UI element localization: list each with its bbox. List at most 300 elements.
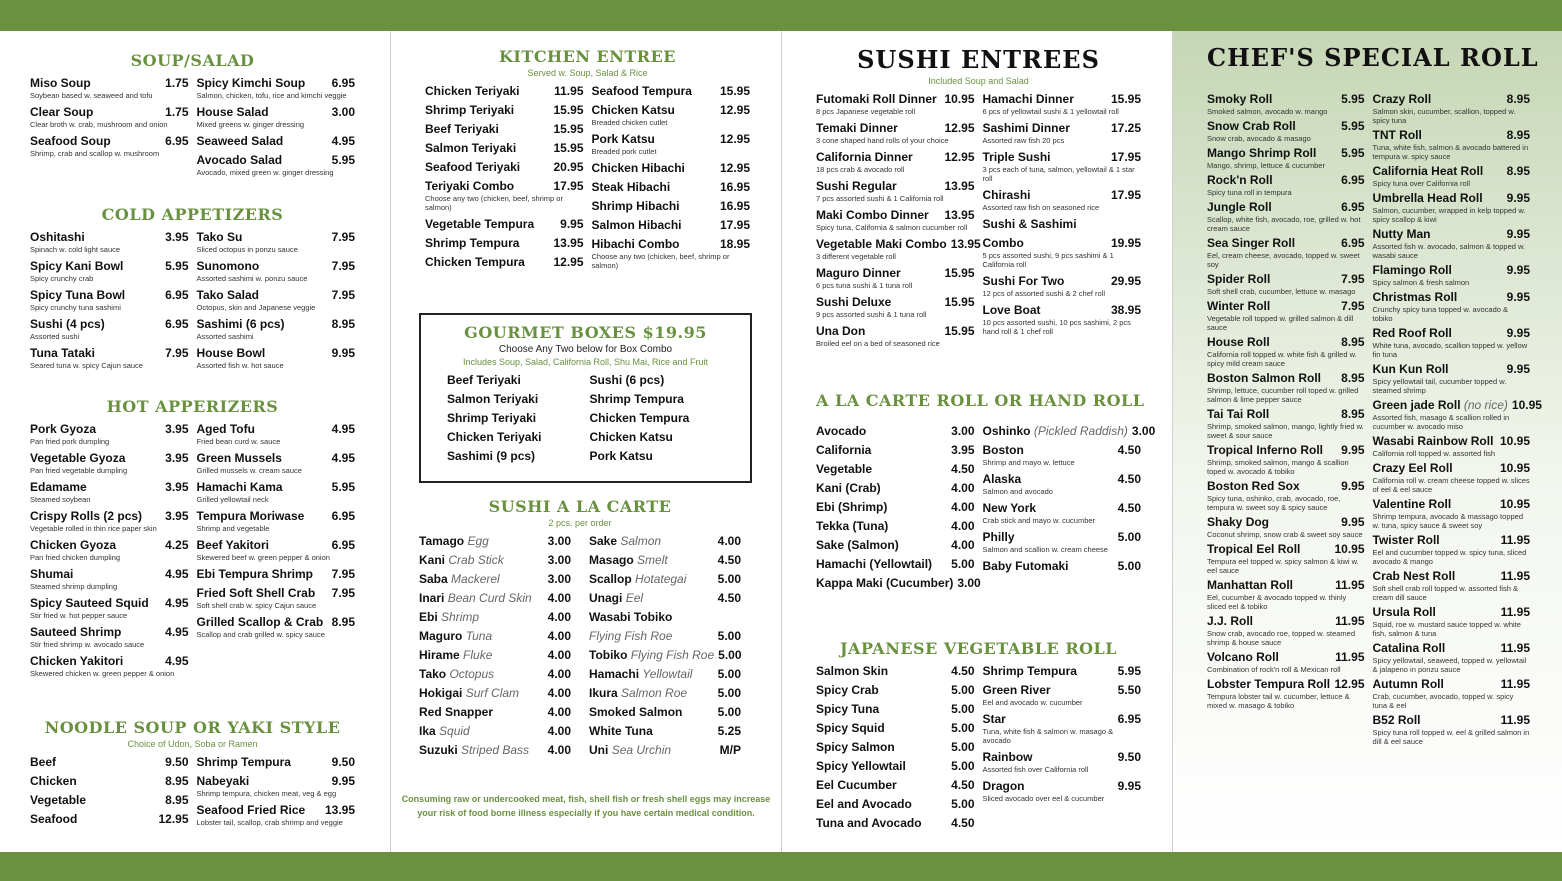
menu-item-row bbox=[197, 615, 356, 629]
item-name bbox=[1373, 263, 1452, 277]
item-alt-name: Fluke bbox=[463, 648, 493, 662]
item-name bbox=[816, 443, 871, 457]
item-price: 5.00 bbox=[951, 683, 975, 697]
menu-item-row bbox=[30, 567, 189, 581]
section-subtitle: Choice of Udon, Soba or Ramen bbox=[127, 739, 258, 749]
item-name-text: Shaky Dog bbox=[1207, 515, 1270, 529]
item-description: Soft shell crab roll topped w. assorted fish & cream dill sauce bbox=[1372, 584, 1518, 602]
item-name bbox=[983, 274, 1065, 288]
item-name bbox=[983, 664, 1077, 678]
item-alt-name: Shrimp bbox=[441, 610, 480, 624]
menu-item bbox=[983, 779, 1142, 803]
item-price: 8.95 bbox=[331, 615, 355, 629]
item-name bbox=[197, 317, 285, 331]
menu-item-row bbox=[197, 230, 356, 244]
menu-item bbox=[816, 266, 975, 290]
item-name bbox=[425, 236, 519, 250]
menu-item bbox=[1373, 677, 1531, 710]
item-name-text: Oshitashi bbox=[30, 230, 85, 244]
item-description: Vegetable rolled in thin rice paper skin bbox=[30, 524, 157, 533]
item-price: 4.95 bbox=[165, 567, 189, 581]
item-price: 11.95 bbox=[554, 84, 584, 98]
item-description: Assorted fish, masago & scallion rolled in cucumber w. avocado miso bbox=[1372, 413, 1510, 431]
item-price: 8.95 bbox=[1506, 128, 1530, 142]
item-price: 29.95 bbox=[1110, 274, 1141, 288]
item-name bbox=[1373, 191, 1483, 205]
menu-item-row bbox=[1207, 335, 1365, 349]
menu-item bbox=[30, 812, 189, 826]
item-price: 18.95 bbox=[719, 237, 750, 251]
menu-item-row bbox=[816, 179, 975, 193]
item-price: 7.95 bbox=[1341, 299, 1365, 313]
top-green-band bbox=[0, 0, 1562, 31]
item-name bbox=[983, 150, 1051, 164]
item-price: 3.95 bbox=[165, 230, 189, 244]
item-price: 4.50 bbox=[1117, 443, 1141, 457]
item-price: 15.95 bbox=[944, 266, 975, 280]
item-description: Shrimp tempura, chicken meat, veg & egg bbox=[196, 789, 337, 798]
item-price: 5.00 bbox=[718, 648, 742, 662]
item-price: 6.95 bbox=[1341, 173, 1365, 187]
menu-item-row bbox=[1373, 605, 1531, 619]
item-price: 4.00 bbox=[547, 705, 571, 719]
item-price: 1.75 bbox=[165, 76, 189, 90]
menu-item-row bbox=[425, 122, 584, 136]
menu-item bbox=[1373, 263, 1531, 287]
item-name bbox=[1373, 227, 1431, 241]
item-description: Steamed soybean bbox=[30, 495, 91, 504]
menu-item-row bbox=[30, 288, 189, 302]
item-name bbox=[983, 559, 1069, 573]
menu-item-row bbox=[983, 472, 1142, 486]
section-subtitle: Included Soup and Salad bbox=[928, 76, 1029, 86]
item-name-text: Spicy Crab bbox=[816, 683, 879, 697]
item-name-text: Pork Katsu bbox=[591, 132, 655, 146]
item-price: 38.95 bbox=[1110, 303, 1141, 317]
menu-item-row bbox=[197, 586, 356, 600]
item-name-text: Nabeyaki bbox=[196, 774, 250, 788]
item-description: Crunchy spicy tuna topped w. avocado & tobiko bbox=[1372, 305, 1508, 323]
menu-item bbox=[419, 724, 571, 738]
menu-item-row bbox=[592, 132, 751, 146]
item-name bbox=[1207, 146, 1316, 160]
menu-item bbox=[1373, 326, 1531, 359]
menu-item bbox=[982, 424, 1156, 438]
menu-item bbox=[816, 237, 981, 261]
item-column bbox=[425, 84, 584, 275]
item-price: 4.00 bbox=[951, 481, 975, 495]
menu-item bbox=[1372, 398, 1542, 431]
item-description: Shrimp tempura, avocado & massago topped w. tuna, spicy sauce & sweet soy bbox=[1372, 512, 1524, 530]
menu-item bbox=[197, 76, 356, 100]
menu-item bbox=[983, 188, 1142, 212]
item-alt-name: Bean Curd Skin bbox=[447, 591, 532, 605]
item-name-text: Ebi (Shrimp) bbox=[816, 500, 888, 514]
menu-item bbox=[816, 481, 975, 495]
item-name bbox=[589, 629, 672, 643]
item-price: 17.95 bbox=[1110, 188, 1141, 202]
item-price: 4.00 bbox=[547, 667, 571, 681]
item-description: Salmon, chicken, tofu, rice and kimchi veggie bbox=[196, 91, 347, 100]
item-price: 4.00 bbox=[547, 686, 571, 700]
menu-item bbox=[197, 230, 356, 254]
item-price: 6.95 bbox=[1341, 200, 1365, 214]
item-price: 5.95 bbox=[1341, 92, 1365, 106]
item-name bbox=[816, 462, 872, 476]
item-description: 12 pcs of assorted sushi & 2 chef roll bbox=[982, 289, 1106, 298]
item-name-text: Red Roof Roll bbox=[1372, 326, 1452, 340]
item-price: 20.95 bbox=[553, 160, 584, 174]
menu-item bbox=[816, 664, 975, 678]
item-name-text: Beef bbox=[30, 755, 57, 769]
menu-item-row bbox=[197, 422, 356, 436]
item-name bbox=[816, 683, 879, 697]
item-name-text: Seaweed Salad bbox=[196, 134, 284, 148]
item-name-text: Spicy Kimchi Soup bbox=[196, 76, 306, 90]
item-name-text: Crazy Eel Roll bbox=[1372, 461, 1453, 475]
item-price: 4.00 bbox=[547, 591, 571, 605]
item-name-text: Umbrella Head Roll bbox=[1372, 191, 1483, 205]
menu-item bbox=[197, 615, 356, 639]
menu-item bbox=[1207, 92, 1365, 116]
menu-item bbox=[419, 667, 571, 681]
item-description: 18 pcs crab & avocado roll bbox=[816, 165, 905, 174]
item-name bbox=[983, 501, 1037, 515]
item-alt-name: Octopus bbox=[449, 667, 495, 681]
item-price: 6.95 bbox=[1341, 236, 1365, 250]
item-price: 7.95 bbox=[1341, 272, 1365, 286]
item-name-text: Ursula Roll bbox=[1372, 605, 1436, 619]
item-name bbox=[589, 724, 653, 738]
item-name-text: Maguro Dinner bbox=[816, 266, 901, 280]
item-name-text: Catalina Roll bbox=[1372, 641, 1446, 655]
item-name bbox=[30, 480, 87, 494]
menu-item bbox=[589, 686, 741, 700]
menu-item-row bbox=[1373, 497, 1531, 511]
item-name-text: Vegetable Tempura bbox=[425, 217, 535, 231]
menu-item-row bbox=[1207, 479, 1365, 493]
item-name bbox=[816, 759, 906, 773]
menu-item bbox=[197, 422, 356, 446]
item-name bbox=[30, 774, 77, 788]
item-description: Lobster tail, scallop, crab shrimp and veggie bbox=[196, 818, 343, 827]
item-name-text: Sea Singer Roll bbox=[1207, 236, 1296, 250]
item-name-text: J.J. Roll bbox=[1207, 614, 1254, 628]
menu-item-row bbox=[589, 648, 741, 662]
item-price: 6.95 bbox=[1117, 712, 1141, 726]
item-price: 3.00 bbox=[547, 572, 571, 586]
menu-item bbox=[30, 755, 189, 769]
menu-item bbox=[1207, 200, 1365, 233]
section-kitchen-entree bbox=[425, 47, 750, 275]
item-price: 10.95 bbox=[1334, 542, 1365, 556]
menu-item bbox=[983, 121, 1142, 145]
item-price: 9.95 bbox=[331, 774, 355, 788]
menu-item-row bbox=[30, 596, 189, 610]
item-name-text: Shrimp Tempura bbox=[425, 236, 520, 250]
menu-item bbox=[197, 153, 356, 177]
item-price: 5.00 bbox=[1117, 559, 1141, 573]
menu-item-row bbox=[30, 538, 189, 552]
menu-item bbox=[30, 105, 189, 129]
menu-item bbox=[1207, 407, 1365, 440]
item-name-text: Maki Combo Dinner bbox=[816, 208, 929, 222]
item-name-text: Kappa Maki (Cucumber) bbox=[816, 576, 954, 590]
item-name bbox=[816, 237, 947, 251]
item-name bbox=[197, 153, 283, 167]
item-price: 9.95 bbox=[1341, 479, 1365, 493]
item-name bbox=[197, 755, 291, 769]
menu-item-row bbox=[983, 683, 1142, 697]
item-alt-name: Smelt bbox=[637, 553, 668, 567]
menu-item bbox=[592, 84, 751, 98]
item-column bbox=[30, 230, 189, 375]
item-description: Pan fried pork dumpling bbox=[30, 437, 110, 446]
item-description: Spicy yellowtail tail, cucumber topped w. steamed shrimp bbox=[1372, 377, 1507, 395]
item-name bbox=[197, 259, 260, 273]
item-price: 5.00 bbox=[717, 686, 741, 700]
item-name-text: Lobster Tempura Roll bbox=[1207, 677, 1331, 691]
item-alt-name: Salmon bbox=[620, 534, 662, 548]
menu-item-row bbox=[816, 576, 981, 590]
item-name bbox=[1373, 677, 1444, 691]
menu-item-row bbox=[425, 255, 584, 269]
item-name-text: Boston bbox=[982, 443, 1024, 457]
menu-item-row bbox=[30, 625, 189, 639]
item-name-text: Chicken Tempura bbox=[425, 255, 525, 269]
item-name-text: Tempura Moriwase bbox=[196, 509, 305, 523]
menu-item-row bbox=[425, 141, 584, 155]
menu-item bbox=[30, 654, 189, 678]
item-name bbox=[983, 121, 1070, 135]
item-description: Salmon and scallion w. cream cheese bbox=[982, 545, 1108, 554]
menu-item-row bbox=[1207, 119, 1365, 133]
item-price: 11.95 bbox=[1500, 569, 1530, 583]
section-cold-appetizers bbox=[30, 205, 355, 375]
item-column bbox=[30, 755, 189, 832]
item-price: 4.00 bbox=[547, 724, 571, 738]
item-description: Breaded pork cutlet bbox=[591, 147, 657, 156]
item-description: Spicy salmon & fresh salmon bbox=[1372, 278, 1470, 287]
menu-item bbox=[983, 443, 1142, 467]
menu-item-row bbox=[1207, 650, 1365, 664]
item-name-text: Seafood Soup bbox=[30, 134, 111, 148]
menu-item-row bbox=[983, 501, 1142, 515]
item-price: 13.95 bbox=[944, 179, 975, 193]
item-price: 6.95 bbox=[331, 538, 355, 552]
menu-item bbox=[816, 778, 975, 792]
item-description: Tuna, white fish & salmon w. masago & avocado bbox=[982, 727, 1114, 745]
item-description: Sliced octopus in ponzu sauce bbox=[196, 245, 298, 254]
item-description: 9 pcs assorted sushi & 1 tuna roll bbox=[816, 310, 927, 319]
item-alt-name: Squid bbox=[439, 724, 470, 738]
menu-item-row bbox=[30, 76, 189, 90]
menu-item bbox=[425, 160, 584, 174]
menu-item-row bbox=[589, 591, 741, 605]
menu-item bbox=[983, 501, 1142, 525]
menu-item-row bbox=[1373, 92, 1531, 106]
section-title: COLD APPETIZERS bbox=[101, 205, 284, 224]
item-name bbox=[419, 743, 529, 757]
item-description: Spicy crunchy tuna sashimi bbox=[30, 303, 121, 312]
menu-item-row bbox=[983, 530, 1142, 544]
item-name bbox=[983, 779, 1025, 793]
item-description: Broiled eel on a bed of seasoned rice bbox=[816, 339, 940, 348]
item-name-text: Spicy Tuna Bowl bbox=[30, 288, 126, 302]
menu-item bbox=[589, 553, 741, 567]
menu-item bbox=[589, 724, 741, 738]
menu-item bbox=[983, 683, 1142, 707]
item-description: 10 pcs assorted sushi, 10 pcs sashimi, 2 pcs hand roll & 1 chef roll bbox=[982, 318, 1131, 336]
menu-item-row bbox=[419, 743, 571, 757]
item-name bbox=[983, 424, 1128, 438]
item-name-text: Sunomono bbox=[196, 259, 260, 273]
item-name-text: Aged Tofu bbox=[196, 422, 255, 436]
menu-item-row bbox=[419, 686, 571, 700]
item-name-text: Saba bbox=[419, 572, 448, 586]
section-title: JAPANESE VEGETABLE ROLL bbox=[839, 639, 1118, 658]
item-price: 9.95 bbox=[1341, 515, 1365, 529]
item-name bbox=[1207, 542, 1300, 556]
item-name-text: Smoked Salmon bbox=[589, 705, 683, 719]
item-description: Stir fried w. hot pepper sauce bbox=[30, 611, 128, 620]
item-alt-name: Crab Stick bbox=[448, 553, 504, 567]
item-description: Combination of rock'n roll & Mexican roll bbox=[1207, 665, 1341, 674]
item-name bbox=[1207, 272, 1270, 286]
menu-panel-2 bbox=[391, 31, 781, 852]
item-name bbox=[592, 161, 685, 175]
section-subtitle: Served w. Soup, Salad & Rice bbox=[527, 68, 648, 78]
item-name bbox=[816, 778, 897, 792]
menu-item-row bbox=[197, 346, 356, 360]
item-price: 4.00 bbox=[717, 534, 741, 548]
menu-item-row bbox=[983, 150, 1142, 164]
item-alt-name: Hotategai bbox=[635, 572, 687, 586]
item-price: 12.95 bbox=[944, 121, 975, 135]
menu-item-row bbox=[1373, 290, 1531, 304]
item-description: 5 pcs assorted sushi, 9 pcs sashimi & 1 California roll bbox=[982, 251, 1114, 269]
item-price: 9.95 bbox=[1506, 362, 1530, 376]
menu-item bbox=[816, 208, 975, 232]
item-price: 9.95 bbox=[1506, 326, 1530, 340]
menu-item bbox=[197, 259, 356, 283]
menu-item bbox=[816, 92, 975, 116]
item-name-text: Maguro bbox=[419, 629, 463, 643]
item-name-text: Hamachi Kama bbox=[196, 480, 283, 494]
item-description: California roll w. cream cheese topped w. slices of eel & eel sauce bbox=[1372, 476, 1530, 494]
item-description: Eel and avocado w. cucumber bbox=[982, 698, 1083, 707]
item-price: 4.95 bbox=[331, 422, 355, 436]
item-name bbox=[30, 567, 73, 581]
menu-item bbox=[425, 103, 584, 117]
item-name bbox=[197, 76, 306, 90]
menu-item-row bbox=[197, 105, 356, 119]
item-name-text: Futomaki Roll Dinner bbox=[816, 92, 937, 106]
menu-item bbox=[419, 572, 571, 586]
item-description: Eel, cucumber & avocado topped w. thinly sliced eel & tobiko bbox=[1207, 593, 1347, 611]
item-name-text: Green jade Roll bbox=[1372, 398, 1461, 412]
menu-item bbox=[1207, 677, 1365, 710]
menu-item bbox=[589, 629, 741, 643]
item-price: 12.95 bbox=[719, 132, 750, 146]
menu-item-row bbox=[197, 509, 356, 523]
menu-item bbox=[197, 346, 356, 370]
menu-item bbox=[1373, 605, 1531, 638]
item-name-text: Spicy Squid bbox=[816, 721, 885, 735]
section-chefs-special-roll bbox=[1207, 43, 1542, 749]
item-price: 5.00 bbox=[951, 759, 975, 773]
menu-item bbox=[589, 610, 741, 624]
menu-item-row bbox=[1373, 533, 1531, 547]
menu-item bbox=[197, 105, 356, 129]
item-description: Fried bean curd w. sauce bbox=[196, 437, 281, 446]
item-name-text: House Bowl bbox=[196, 346, 266, 360]
menu-item bbox=[1373, 362, 1531, 395]
item-description: Assorted sashimi w. ponzu sauce bbox=[196, 274, 308, 283]
item-name-text: Ikura bbox=[589, 686, 618, 700]
menu-item bbox=[425, 179, 584, 212]
menu-item-row bbox=[1373, 326, 1531, 340]
menu-item bbox=[983, 236, 1142, 269]
item-price: 9.95 bbox=[1506, 191, 1530, 205]
item-name-text: Fried Soft Shell Crab bbox=[196, 586, 316, 600]
menu-item bbox=[425, 84, 584, 98]
item-column bbox=[1372, 92, 1542, 749]
item-name-text: Shrimp Teriyaki bbox=[425, 103, 515, 117]
item-price: 4.50 bbox=[1117, 472, 1141, 486]
menu-item bbox=[425, 141, 584, 155]
item-name bbox=[983, 303, 1041, 317]
menu-item-row bbox=[419, 553, 571, 567]
item-price: 4.50 bbox=[717, 553, 741, 567]
item-description: Assorted fish w. avocado, salmon & topped w. wasabi sauce bbox=[1372, 242, 1526, 260]
item-name-text: Smoky Roll bbox=[1207, 92, 1273, 106]
menu-item bbox=[1207, 299, 1365, 332]
menu-item bbox=[1207, 542, 1365, 575]
section-subtitle: 2 pcs. per order bbox=[548, 518, 612, 528]
item-name bbox=[589, 553, 668, 567]
item-price: 8.95 bbox=[165, 793, 189, 807]
item-name bbox=[1207, 479, 1300, 493]
item-name-text: Hamachi (Yellowtail) bbox=[816, 557, 933, 571]
item-name bbox=[816, 92, 937, 106]
item-price: 4.50 bbox=[1117, 501, 1141, 515]
section-hot-appetizers bbox=[30, 397, 355, 683]
menu-item-row bbox=[982, 424, 1156, 438]
item-price: 3.95 bbox=[951, 443, 975, 457]
item-price: 5.00 bbox=[951, 702, 975, 716]
menu-item-row bbox=[816, 237, 981, 251]
gourmet-option: Salmon Teriyaki bbox=[447, 392, 539, 406]
item-name-text: Hirame bbox=[419, 648, 460, 662]
item-name bbox=[816, 557, 932, 571]
menu-item-row bbox=[592, 218, 751, 232]
menu-item-row bbox=[197, 567, 356, 581]
menu-item-row bbox=[30, 654, 189, 668]
item-name-text: B52 Roll bbox=[1372, 713, 1421, 727]
item-description: Grilled mussels w. cream sauce bbox=[196, 466, 302, 475]
item-name bbox=[30, 755, 56, 769]
menu-item-row bbox=[983, 217, 1142, 231]
menu-item bbox=[1207, 479, 1365, 512]
menu-item bbox=[816, 500, 975, 514]
item-name bbox=[1207, 614, 1253, 628]
item-description: Soft shell crab w. spicy Cajun sauce bbox=[196, 601, 317, 610]
menu-item bbox=[419, 553, 571, 567]
item-name-text: Spicy Yellowtail bbox=[816, 759, 906, 773]
item-column bbox=[983, 664, 1142, 835]
item-description: Pan fried vegetable dumpling bbox=[30, 466, 128, 475]
